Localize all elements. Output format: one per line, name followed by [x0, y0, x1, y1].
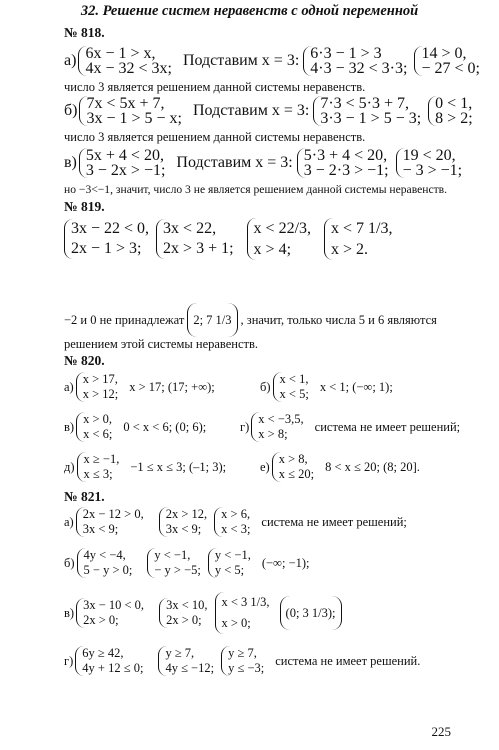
ineq: 6·3 − 1 > 3 [310, 45, 382, 62]
system [64, 219, 152, 259]
ineq: 4·3 − 32 < 3·3; [310, 60, 408, 77]
problem-821a [64, 507, 411, 537]
problem-818-heading: № 818. [64, 25, 105, 40]
interval [280, 596, 342, 630]
answer: 0 < x < 6; (0; 6); [123, 419, 207, 434]
ineq: 3x − 1 > 5 − x; [86, 110, 182, 127]
system [75, 646, 146, 676]
problem-819-heading: № 819. [64, 199, 105, 214]
problem-820v [64, 412, 210, 442]
ineq: 3·3 − 1 > 5 − 3; [320, 110, 422, 127]
ineq: x < 3; [221, 522, 251, 536]
system [272, 452, 317, 482]
item-label: г) [64, 653, 74, 668]
system [324, 218, 395, 260]
ineq: x < −3,5, [258, 412, 304, 426]
ineq: x ≥ −1, [83, 452, 120, 466]
ineq: x > 17, [82, 372, 118, 386]
system [247, 218, 314, 260]
system [76, 412, 115, 442]
ineq: 3x < 9; [82, 522, 119, 536]
substitution-text: Подставим x = 3: [176, 154, 293, 171]
text: , значит, только числа 5 и 6 являются [240, 312, 437, 327]
system [428, 96, 475, 126]
ineq: x < 3 1/3, [221, 595, 270, 609]
problem-820-heading: № 820. [64, 353, 105, 368]
ineq: 2x > 3 + 1; [163, 240, 234, 257]
system [76, 372, 122, 402]
item-label: а) [64, 52, 77, 69]
ineq: x < 6; [83, 427, 113, 441]
ineq: − 27 < 0; [421, 60, 480, 77]
item-label: в) [64, 154, 77, 171]
ineq: 19 < 20, [402, 147, 456, 164]
problem-818b [64, 96, 480, 126]
item-label: а) [64, 514, 74, 529]
ineq: 6y ≥ 42, [82, 646, 124, 660]
ineq: x ≤ 20; [278, 467, 315, 481]
system [251, 412, 306, 442]
system [214, 507, 253, 537]
conclusion-818b: число 3 является решением данной системы неравенств. [64, 130, 366, 144]
answer: (−∞; −1); [261, 555, 310, 570]
section-title: 32. Решение систем неравенств с одной переменной [80, 3, 419, 19]
ineq: 7x < 5x + 7, [86, 95, 165, 112]
ineq: 5 − y > 0; [83, 563, 133, 577]
item-label: б) [64, 102, 78, 119]
problem-819-line2: решением этой системы неравенств. [64, 337, 259, 351]
system [158, 646, 217, 676]
answer: −1 ≤ x ≤ 3; (–1; 3); [130, 459, 227, 474]
problem-821b [64, 548, 314, 578]
problem-820a [64, 372, 219, 402]
problem-819-conclusion [64, 303, 437, 337]
ineq: x < 5; [279, 387, 309, 401]
answer: система не имеет решений; [261, 514, 407, 529]
system [156, 219, 237, 259]
answer: система не имеет решений. [275, 653, 421, 668]
system [147, 548, 204, 578]
ineq: 5·3 + 4 < 20, [303, 147, 388, 164]
problem-820g [240, 412, 464, 442]
system [79, 148, 169, 178]
ineq: 6x − 1 > x, [85, 45, 156, 62]
conclusion-818a: число 3 является решением данной системы неравенств. [64, 80, 366, 94]
problem-821g [64, 646, 424, 676]
ineq: x > 4; [253, 241, 292, 258]
problem-821v [64, 592, 345, 634]
answer: (0; 3 1/3); [285, 605, 336, 620]
item-label: д) [64, 459, 75, 474]
ineq: 2x > 0; [83, 613, 119, 627]
answer: 8 < x ≤ 20; (8; 20]. [325, 459, 420, 474]
system [77, 452, 123, 482]
system [273, 372, 312, 402]
problem-820b [260, 372, 397, 402]
answer: система не имеет решений; [314, 419, 461, 434]
item-label: в) [64, 605, 75, 620]
item-label: б) [64, 555, 75, 570]
substitution-text: Подставим x = 3: [182, 52, 300, 69]
system [313, 96, 424, 126]
system [414, 46, 483, 76]
ineq: y ≥ 7, [228, 646, 257, 660]
ineq: x > 0, [83, 412, 113, 426]
ineq: 4y ≤ −12; [165, 661, 215, 675]
ineq: 8 > 2; [435, 110, 473, 127]
ineq: y ≤ −3; [228, 661, 265, 675]
system [208, 548, 254, 578]
answer: x < 1; (−∞; 1); [319, 379, 393, 394]
substitution-text: Подставим x = 3: [192, 102, 310, 119]
ineq: x > 2. [331, 241, 369, 258]
ineq: − y > −5; [154, 563, 201, 577]
ineq: x > 8; [258, 427, 288, 441]
ineq: 2x − 12 > 0, [82, 507, 144, 521]
ineq: 3x − 22 < 0, [71, 220, 150, 237]
ineq: 3 − 2·3 > −1; [303, 162, 389, 179]
ineq: y < −1, [154, 548, 191, 562]
ineq: 2x > 12, [165, 507, 208, 521]
ineq: x < 22/3, [253, 220, 312, 237]
ineq: 3x < 9; [165, 522, 202, 536]
problem-819-systems [64, 218, 399, 260]
item-label: г) [240, 419, 250, 434]
ineq: x ≤ 3; [83, 467, 113, 481]
system [79, 96, 185, 126]
ineq: 4y + 12 ≤ 0; [82, 661, 144, 675]
system [297, 148, 392, 178]
ineq: 4x − 32 < 3x; [85, 60, 172, 77]
system [76, 598, 147, 628]
problem-820d [64, 452, 230, 482]
ineq: 4y < −4, [83, 548, 126, 562]
ineq: 7·3 < 5·3 + 7, [320, 95, 410, 112]
ineq: 0 < 1, [435, 95, 473, 112]
page-number: 225 [431, 724, 451, 739]
problem-821-heading: № 821. [64, 489, 105, 504]
text: −2 и 0 не принадлежат [64, 312, 185, 327]
ineq: y < 5; [214, 563, 245, 577]
system [215, 592, 273, 634]
ineq: 5x + 4 < 20, [85, 147, 164, 164]
interval-value: 2; 7 1/3 [193, 312, 232, 327]
ineq: 3x − 10 < 0, [83, 598, 145, 612]
system [159, 507, 210, 537]
system [77, 548, 136, 578]
item-label: б) [260, 379, 271, 394]
system [159, 598, 210, 628]
ineq: x > 12; [82, 387, 119, 401]
ineq: 14 > 0, [421, 45, 467, 62]
ineq: 2x − 1 > 3; [71, 240, 142, 257]
ineq: 3x < 10, [166, 598, 208, 612]
system [76, 507, 147, 537]
problem-818a [64, 46, 487, 76]
system [78, 46, 175, 76]
ineq: − 3 > −1; [402, 162, 463, 179]
item-label: е) [260, 459, 270, 474]
ineq: 2x > 0; [166, 613, 202, 627]
problem-820e [260, 452, 424, 482]
system [221, 646, 267, 676]
system [396, 148, 466, 178]
problem-818v [64, 148, 469, 178]
conclusion-818v: но −3<−1, значит, число 3 не является решением данной системы неравенств. [64, 183, 448, 196]
ineq: x > 6, [221, 507, 251, 521]
ineq: x > 8, [278, 452, 308, 466]
system [303, 46, 410, 76]
ineq: x < 7 1/3, [331, 220, 393, 237]
answer: x > 17; (17; +∞); [129, 379, 215, 394]
ineq: 3x < 22, [163, 220, 217, 237]
ineq: x < 1, [279, 372, 309, 386]
ineq: x > 0; [221, 616, 251, 630]
item-label: а) [64, 379, 74, 394]
interval [187, 303, 237, 337]
ineq: y < −1, [214, 548, 251, 562]
ineq: y ≥ 7, [165, 646, 195, 660]
item-label: в) [64, 419, 75, 434]
ineq: 3 − 2x > −1; [85, 162, 166, 179]
